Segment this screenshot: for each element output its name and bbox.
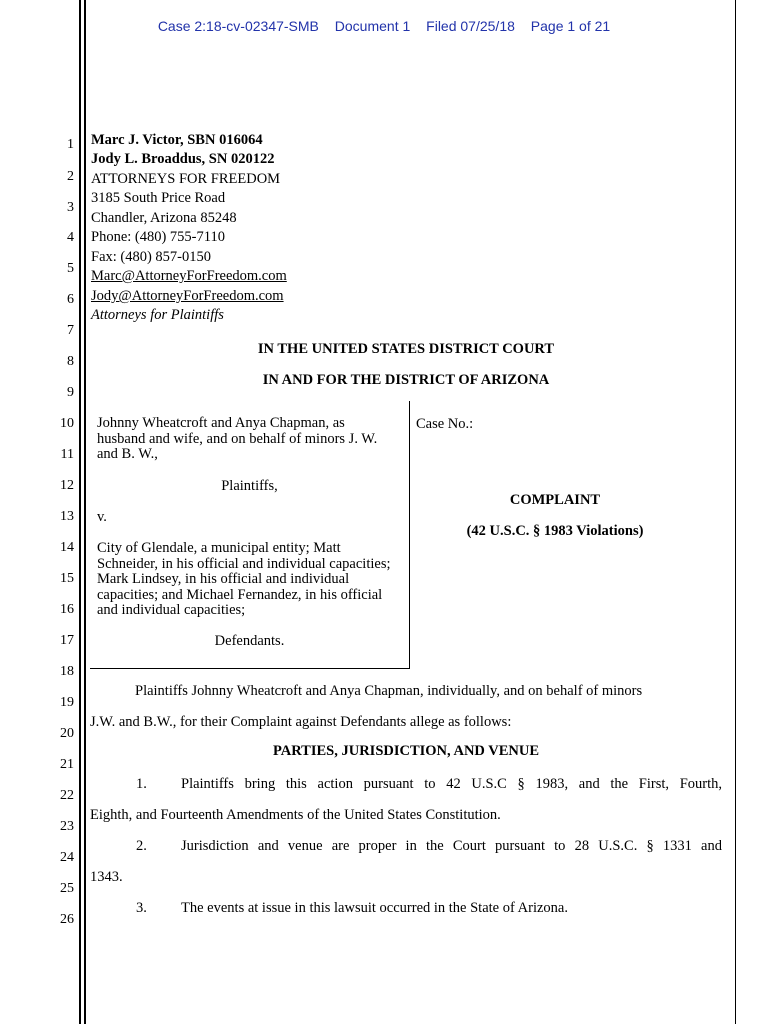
line-number: 16 — [60, 602, 74, 617]
line-number: 25 — [60, 881, 74, 896]
attorney-name: Jody L. Broaddus, SN 020122 — [91, 151, 275, 167]
paragraph-line: Eighth, and Fourteenth Amendments of the United States Constitution. — [90, 807, 501, 823]
line-number: 22 — [60, 788, 74, 803]
address-line: Chandler, Arizona 85248 — [91, 210, 237, 226]
address-line: 3185 South Price Road — [91, 190, 226, 206]
paragraph-number: 1. — [136, 776, 147, 792]
paragraph-line: Jurisdiction and venue are proper in the Court pursuant to 28 U.S.C. § 1331 and — [181, 838, 722, 854]
court-district: IN AND FOR THE DISTRICT OF ARIZONA — [262, 372, 550, 388]
filing-header — [0, 18, 768, 34]
firm-name: ATTORNEYS FOR FREEDOM — [91, 171, 281, 187]
line-number: 13 — [60, 509, 74, 524]
phone-number: Phone: (480) 755-7110 — [91, 229, 225, 245]
email-link[interactable]: Jody@AttorneyForFreedom.com — [91, 288, 284, 304]
line-number: 4 — [67, 230, 74, 245]
line-number: 20 — [60, 726, 74, 741]
line-number: 11 — [60, 447, 74, 462]
document-number: Document 1 — [334, 18, 411, 34]
email-link[interactable]: Marc@AttorneyForFreedom.com — [91, 268, 287, 284]
attorney-name: Marc J. Victor, SBN 016064 — [91, 132, 263, 148]
document-subtitle: (42 U.S.C. § 1983 Violations) — [466, 523, 644, 539]
attorney-role: Attorneys for Plaintiffs — [91, 307, 224, 323]
paragraph-line: 1343. — [90, 869, 123, 885]
line-number: 19 — [60, 695, 74, 710]
line-number: 9 — [67, 385, 74, 400]
line-number: 15 — [60, 571, 74, 586]
defendants-label: Defendants. — [214, 633, 285, 649]
line-number: 26 — [60, 912, 74, 927]
line-number: 7 — [67, 323, 74, 338]
court-name: IN THE UNITED STATES DISTRICT COURT — [257, 341, 555, 357]
left-margin-rule — [79, 0, 81, 1024]
paragraph-number: 2. — [136, 838, 147, 854]
case-number-field: Case No.: — [416, 416, 474, 432]
line-number: 24 — [60, 850, 74, 865]
line-number: 12 — [60, 478, 74, 493]
paragraph-number: 3. — [136, 900, 147, 916]
fax-number: Fax: (480) 857-0150 — [91, 249, 212, 265]
line-number: 2 — [67, 169, 74, 184]
plaintiffs-description: Johnny Wheatcroft and Anya Chapman, as husband and wife, and on behalf of minors J. W. and B. W., — [97, 415, 378, 462]
defendants-description: City of Glendale, a municipal entity; Matt Schneider, in his official and individual capacities; Mark Lindsey, in his official and individual capacities; and Michael Fernandez, in his official and individual capacities; — [97, 540, 391, 618]
plaintiffs-label: Plaintiffs, — [221, 478, 278, 494]
section-heading: PARTIES, JURISDICTION, AND VENUE — [272, 743, 540, 759]
line-number: 3 — [67, 200, 74, 215]
case-number: Case 2:18-cv-02347-SMB — [157, 18, 319, 34]
line-number: 8 — [67, 354, 74, 369]
versus-label: v. — [97, 509, 107, 525]
left-margin-rule-inner — [84, 0, 86, 1024]
paragraph-line: Plaintiffs bring this action pursuant to 42 U.S.C § 1983, and the First, Fourth, — [181, 776, 722, 792]
line-number: 10 — [60, 416, 74, 431]
right-margin-rule — [735, 0, 736, 1024]
line-number: 1 — [67, 137, 74, 152]
paragraph-line: The events at issue in this lawsuit occurred in the State of Arizona. — [181, 900, 568, 916]
line-number: 18 — [60, 664, 74, 679]
filed-date: Filed 07/25/18 — [426, 18, 515, 34]
line-number: 5 — [67, 261, 74, 276]
intro-paragraph-line: J.W. and B.W., for their Complaint against Defendants allege as follows: — [90, 714, 512, 730]
line-number: 17 — [60, 633, 74, 648]
line-number: 23 — [60, 819, 74, 834]
line-number: 21 — [60, 757, 74, 772]
intro-paragraph-line: Plaintiffs Johnny Wheatcroft and Anya Chapman, individually, and on behalf of minors — [135, 683, 643, 699]
document-title: COMPLAINT — [509, 492, 601, 508]
line-number: 14 — [60, 540, 74, 555]
page-indicator: Page 1 of 21 — [530, 18, 611, 34]
line-number: 6 — [67, 292, 74, 307]
